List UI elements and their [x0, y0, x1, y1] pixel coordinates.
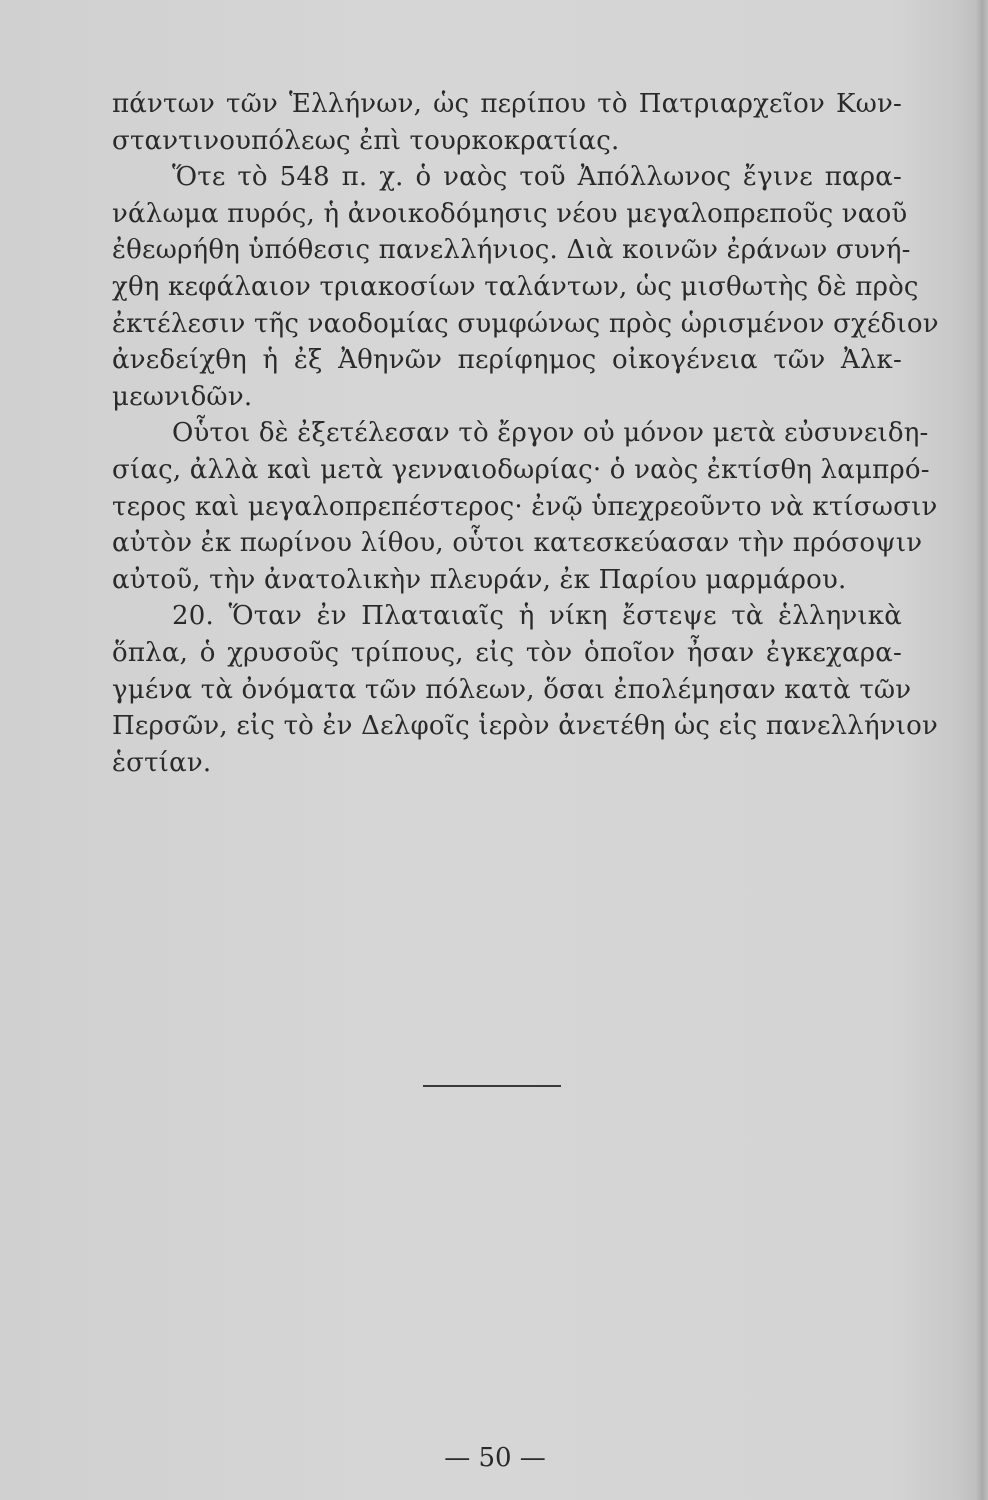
text-line: μεωνιδῶν.	[112, 381, 253, 412]
text-line: νάλωμα πυρός, ἡ ἀνοικοδόμησις νέου μεγαλοπρεποῦς ναοῦ	[112, 198, 908, 229]
text-line: ἑστίαν.	[112, 747, 212, 778]
text-line: γμένα τὰ ὀνόματα τῶν πόλεων, ὅσαι ἐπολέμησαν κατὰ τῶν	[112, 674, 912, 705]
text-line: σίας, ἀλλὰ καὶ μετὰ γενναιοδωρίας· ὁ ναὸς ἐκτίσθη λαμπρό-	[112, 454, 930, 485]
page-number: — 50 —	[444, 1443, 546, 1473]
body-text	[112, 86, 939, 781]
text-line: Οὗτοι δὲ ἐξετέλεσαν τὸ ἔργον οὐ μόνον μετὰ εὐσυνειδη-	[172, 418, 929, 449]
section-rule	[423, 1085, 561, 1087]
page-edge-shadow	[974, 0, 988, 1500]
text-line: πάντων τῶν Ἑλλήνων, ὡς περίπου τὸ Πατριαρχεῖον Κων-	[112, 89, 902, 119]
text-line: Περσῶν, εἰς τὸ ἐν Δελφοῖς ἱερὸν ἀνετέθη ὡς εἰς πανελλήνιον	[112, 711, 939, 742]
text-line: 20. Ὅταν ἐν Πλαταιαῖς ἡ νίκη ἔστεψε τὰ ἑλληνικὰ	[172, 601, 902, 632]
text-line: ἐκτέλεσιν τῆς ναοδομίας συμφώνως πρὸς ὡρισμένον σχέδιον	[112, 308, 939, 339]
text-line: ἐθεωρήθη ὑπόθεσις πανελλήνιος. Διὰ κοινῶν ἐράνων συνή-	[112, 235, 911, 266]
text-line: Ὅτε τὸ 548 π. χ. ὁ ναὸς τοῦ Ἀπόλλωνος ἔγινε παρα-	[172, 162, 902, 193]
text-line: αὐτοῦ, τὴν ἀνατολικὴν πλευράν, ἐκ Παρίου μαρμάρου.	[112, 564, 847, 595]
text-line: τερος καὶ μεγαλοπρεπέστερος· ἐνῷ ὑπεχρεοῦντο νὰ κτίσωσιν	[112, 491, 938, 522]
text-line: σταντινουπόλεως ἐπὶ τουρκοκρατίας.	[112, 125, 620, 156]
text-line: χθη κεφάλαιον τριακοσίων ταλάντων, ὡς μισθωτὴς δὲ πρὸς	[112, 271, 919, 302]
text-line: αὐτὸν ἐκ πωρίνου λίθου, οὗτοι κατεσκεύασαν τὴν πρόσοψιν	[112, 528, 923, 559]
text-line: ἀνεδείχθη ἡ ἐξ Ἀθηνῶν περίφημος οἰκογένεια τῶν Ἀλκ-	[112, 345, 902, 376]
text-line: ὅπλα, ὁ χρυσοῦς τρίπους, εἰς τὸν ὁποῖον ἦσαν ἐγκεχαρα-	[112, 637, 902, 668]
